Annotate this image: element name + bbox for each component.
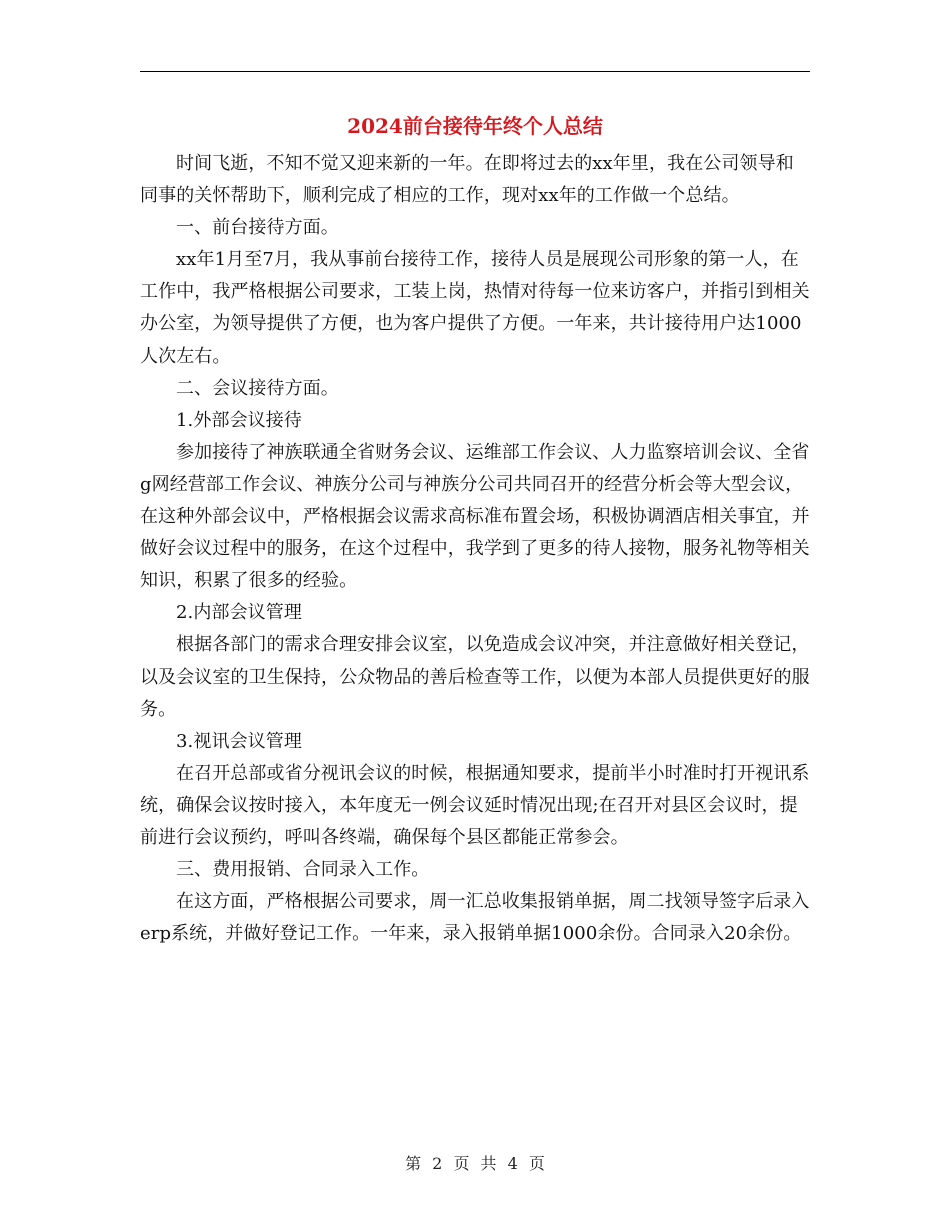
document-body	[140, 148, 810, 950]
subheading-internal-meetings: 2.内部会议管理	[176, 602, 302, 624]
paragraph-video-meetings: 在召开总部或省分视讯会议的时候，根据通知要求，提前半小时准时打开视讯系统，确保会议按时接入，本年度无一例会议延时情况出现;在召开对县区会议时，提前进行会议预约，呼叫各终端，确保每个县区都能正常参会。	[140, 762, 810, 848]
subheading-external-meetings: 1.外部会议接待	[176, 409, 302, 431]
section-heading-reception: 一、前台接待方面。	[176, 217, 339, 239]
paragraph-expenses: 在这方面，严格根据公司要求，周一汇总收集报销单据，周二找领导签字后录入erp系统，并做好登记工作。一年来，录入报销单据1000余份。合同录入20余份。	[140, 891, 810, 945]
header-rule	[140, 71, 810, 72]
paragraph-internal-meetings: 根据各部门的需求合理安排会议室，以免造成会议冲突，并注意做好相关登记，以及会议室的卫生保持，公众物品的善后检查等工作，以便为本部人员提供更好的服务。	[140, 634, 810, 720]
page-number: 第 2 页 共 4 页	[405, 1154, 545, 1173]
document-title: 2024前台接待年终个人总结	[347, 114, 603, 138]
section-heading-meetings: 二、会议接待方面。	[176, 377, 339, 399]
paragraph-reception: xx年1月至7月，我从事前台接待工作，接待人员是展现公司形象的第一人，在工作中，我严格根据公司要求，工装上岗，热情对待每一位来访客户，并指引到相关办公室，为领导提供了方便，也为客户提供了方便。一年来，共计接待用户达1000人次左右。	[140, 249, 810, 367]
subheading-video-meetings: 3.视讯会议管理	[176, 730, 302, 752]
paragraph-intro: 时间飞逝，不知不觉又迎来新的一年。在即将过去的xx年里，我在公司领导和同事的关怀帮助下，顺利完成了相应的工作，现对xx年的工作做一个总结。	[140, 153, 794, 207]
section-heading-expenses: 三、费用报销、合同录入工作。	[176, 859, 430, 881]
paragraph-external-meetings: 参加接待了神族联通全省财务会议、运维部工作会议、人力监察培训会议、全省g网经营部工作会议、神族分公司与神族分公司共同召开的经营分析会等大型会议，在这种外部会议中，严格根据会议需求高标准布置会场，积极协调酒店相关事宜，并做好会议过程中的服务，在这个过程中，我学到了更多的待人接物，服务礼物等相关知识，积累了很多的经验。	[140, 441, 810, 592]
